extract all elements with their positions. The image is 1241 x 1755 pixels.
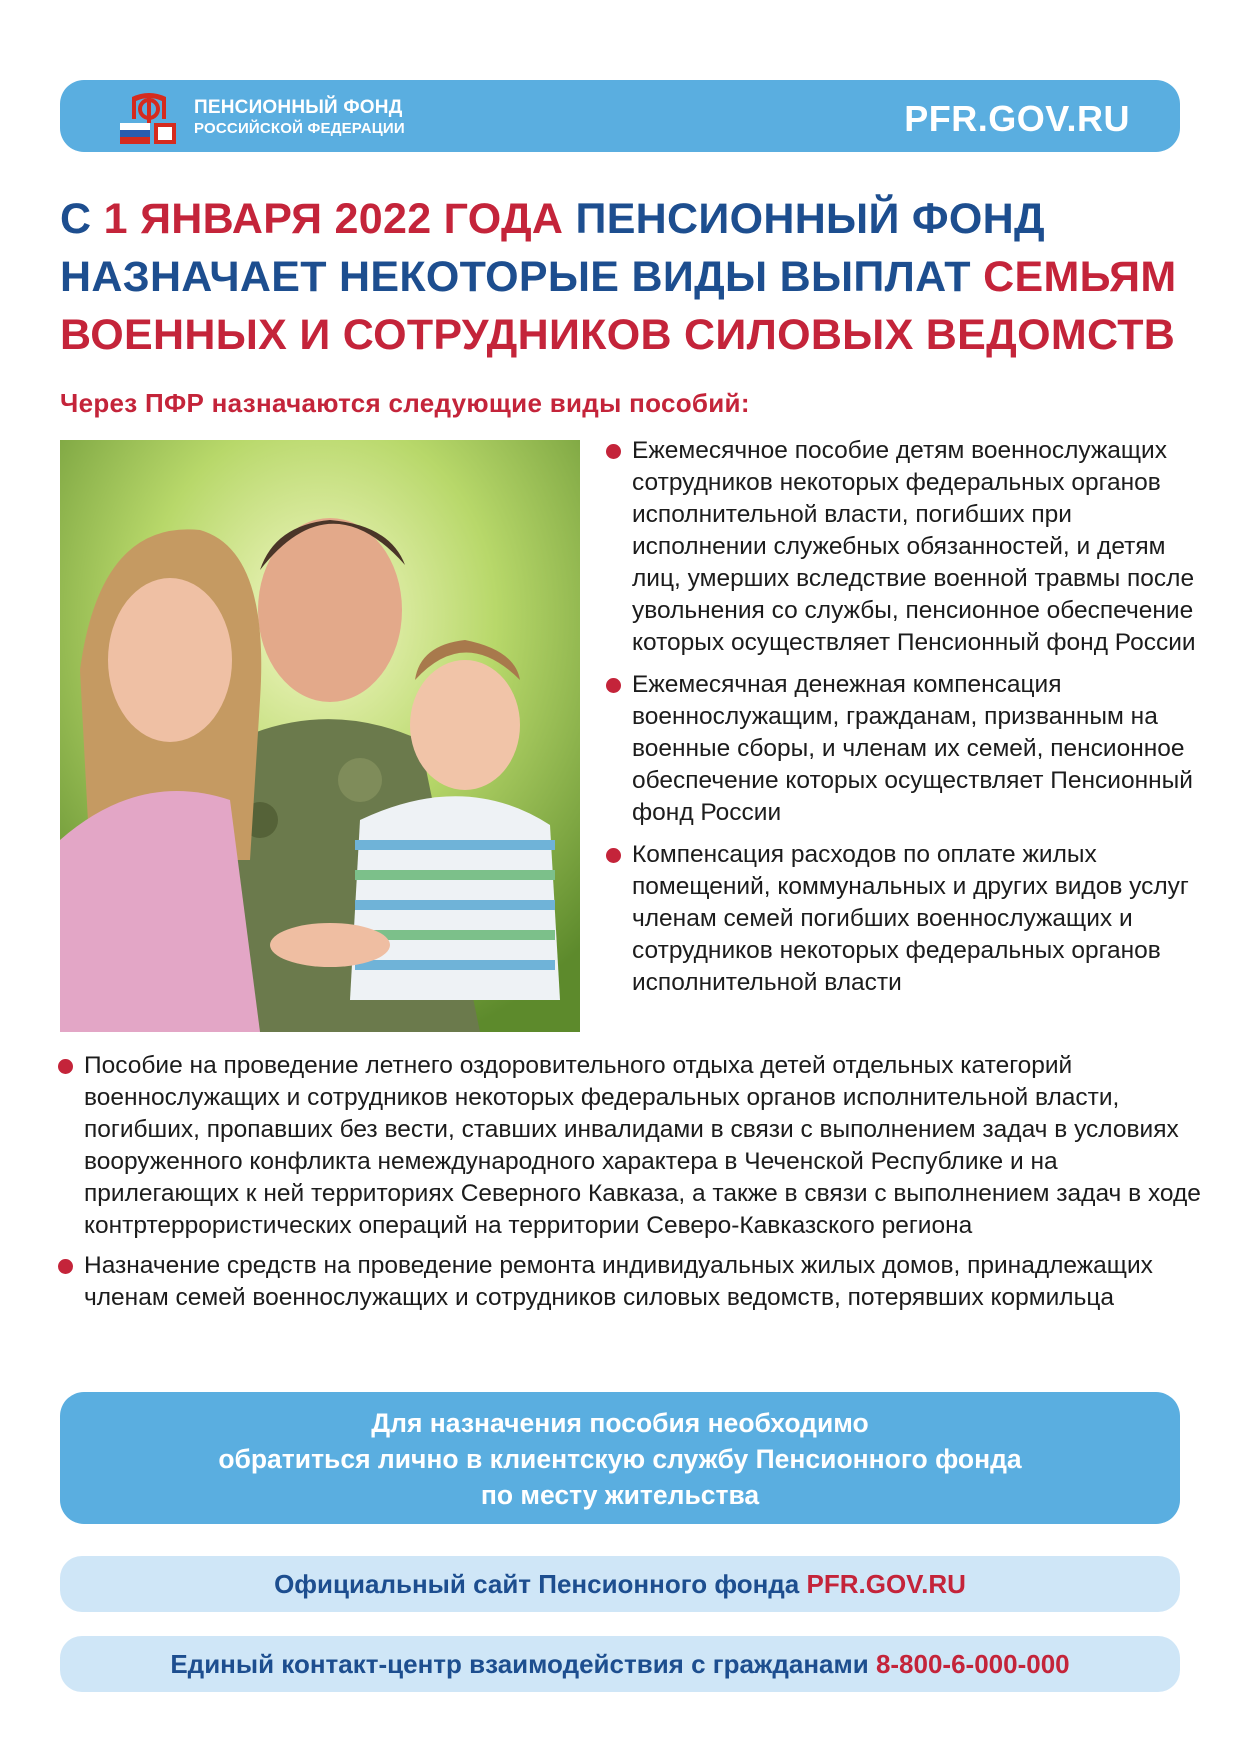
list-item <box>58 1050 1208 1242</box>
cta-line-1: Для назначения пособия необходимо <box>371 1408 869 1438</box>
official-site-label: Официальный сайт Пенсионного фонда <box>274 1569 807 1599</box>
org-name <box>194 97 405 138</box>
title-date: 1 ЯНВАРЯ 2022 ГОДА <box>103 195 564 243</box>
title-target-audience: СЕМЬЯМ ВОЕННЫХ И СОТРУДНИКОВ СИЛОВЫХ ВЕДОМСТВ <box>60 253 1177 359</box>
section-subheading: Через ПФР назначаются следующие виды пособий: <box>60 388 750 418</box>
cta-line-3: по месту жительства <box>480 1480 760 1510</box>
bullet-dot-icon <box>58 1059 73 1074</box>
official-site-link[interactable]: PFR.GOV.RU <box>806 1569 966 1599</box>
bullet-dot-icon <box>58 1259 73 1274</box>
list-item <box>58 1250 1208 1314</box>
bullet-dot-icon <box>606 444 621 459</box>
page-title <box>60 190 1200 364</box>
list-item-text: Ежемесячная денежная компенсация военнослужащим, гражданам, призванным на военные сборы, и членам их семей, пенсионное обеспечение которых осуществляет Пенсионный фонд России <box>632 671 1193 826</box>
contact-center-pill <box>60 1636 1180 1692</box>
header-site-link[interactable]: PFR.GOV.RU <box>904 98 1130 139</box>
list-item <box>606 435 1206 659</box>
header-bar <box>60 80 1180 152</box>
list-item-text: Назначение средств на проведение ремонта индивидуальных жилых домов, принадлежащих членам семей военнослужащих и сотрудников силовых ведомств, потерявших кормильца <box>84 1252 1153 1311</box>
family-photo <box>60 440 580 1032</box>
list-item <box>606 669 1206 829</box>
bullet-dot-icon <box>606 678 621 693</box>
contact-center-label: Единый контакт-центр взаимодействия с гражданами <box>170 1649 876 1679</box>
list-item-text: Компенсация расходов по оплате жилых помещений, коммунальных и других видов услуг членам семей погибших военнослужащих и сотрудников некоторых федеральных органов исполнительной власти <box>632 841 1189 996</box>
contact-center-phone[interactable]: 8-800-6-000-000 <box>875 1649 1070 1679</box>
org-name-line1: ПЕНСИОННЫЙ ФОНД <box>194 97 403 118</box>
cta-line-2: обратиться лично в клиентскую службу Пенсионного фонда <box>218 1444 1022 1474</box>
official-site-pill <box>60 1556 1180 1612</box>
benefits-list-bottom <box>58 1050 1208 1322</box>
cta-banner <box>60 1392 1180 1524</box>
list-item-text: Пособие на проведение летнего оздоровительного отдыха детей отдельных категорий военнослужащих и сотрудников некоторых федеральных органов исполнительной власти, погибших, пропавших без вести, ставших инвалидами в связи с выполнением задач в условиях вооруженного конфликта немеждународного характера в Чеченской Республике и на прилегающих к ней территориях Северного Кавказа, а также в связи с выполнением задач в ходе контртеррористических операций на территории Северо-Кавказского региона <box>84 1052 1201 1239</box>
title-part-1: С <box>60 195 104 243</box>
bullet-dot-icon <box>606 848 621 863</box>
pfr-logo-icon <box>118 93 180 147</box>
title-part-3: ПЕНСИОННЫЙ ФОНД НАЗНАЧАЕТ НЕКОТОРЫЕ ВИДЫ ВЫПЛАТ <box>60 195 1045 301</box>
org-name-line2: РОССИЙСКОЙ ФЕДЕРАЦИИ <box>194 119 405 137</box>
benefits-list-right <box>606 435 1206 1009</box>
list-item-text: Ежемесячное пособие детям военнослужащих сотрудников некоторых федеральных органов исполнительной власти, погибших при исполнении служебных обязанностей, и детям лиц, умерших вследствие военной травмы после увольнения со службы, пенсионное обеспечение которых осуществляет Пенсионный фонд России <box>632 437 1196 656</box>
list-item <box>606 839 1206 999</box>
